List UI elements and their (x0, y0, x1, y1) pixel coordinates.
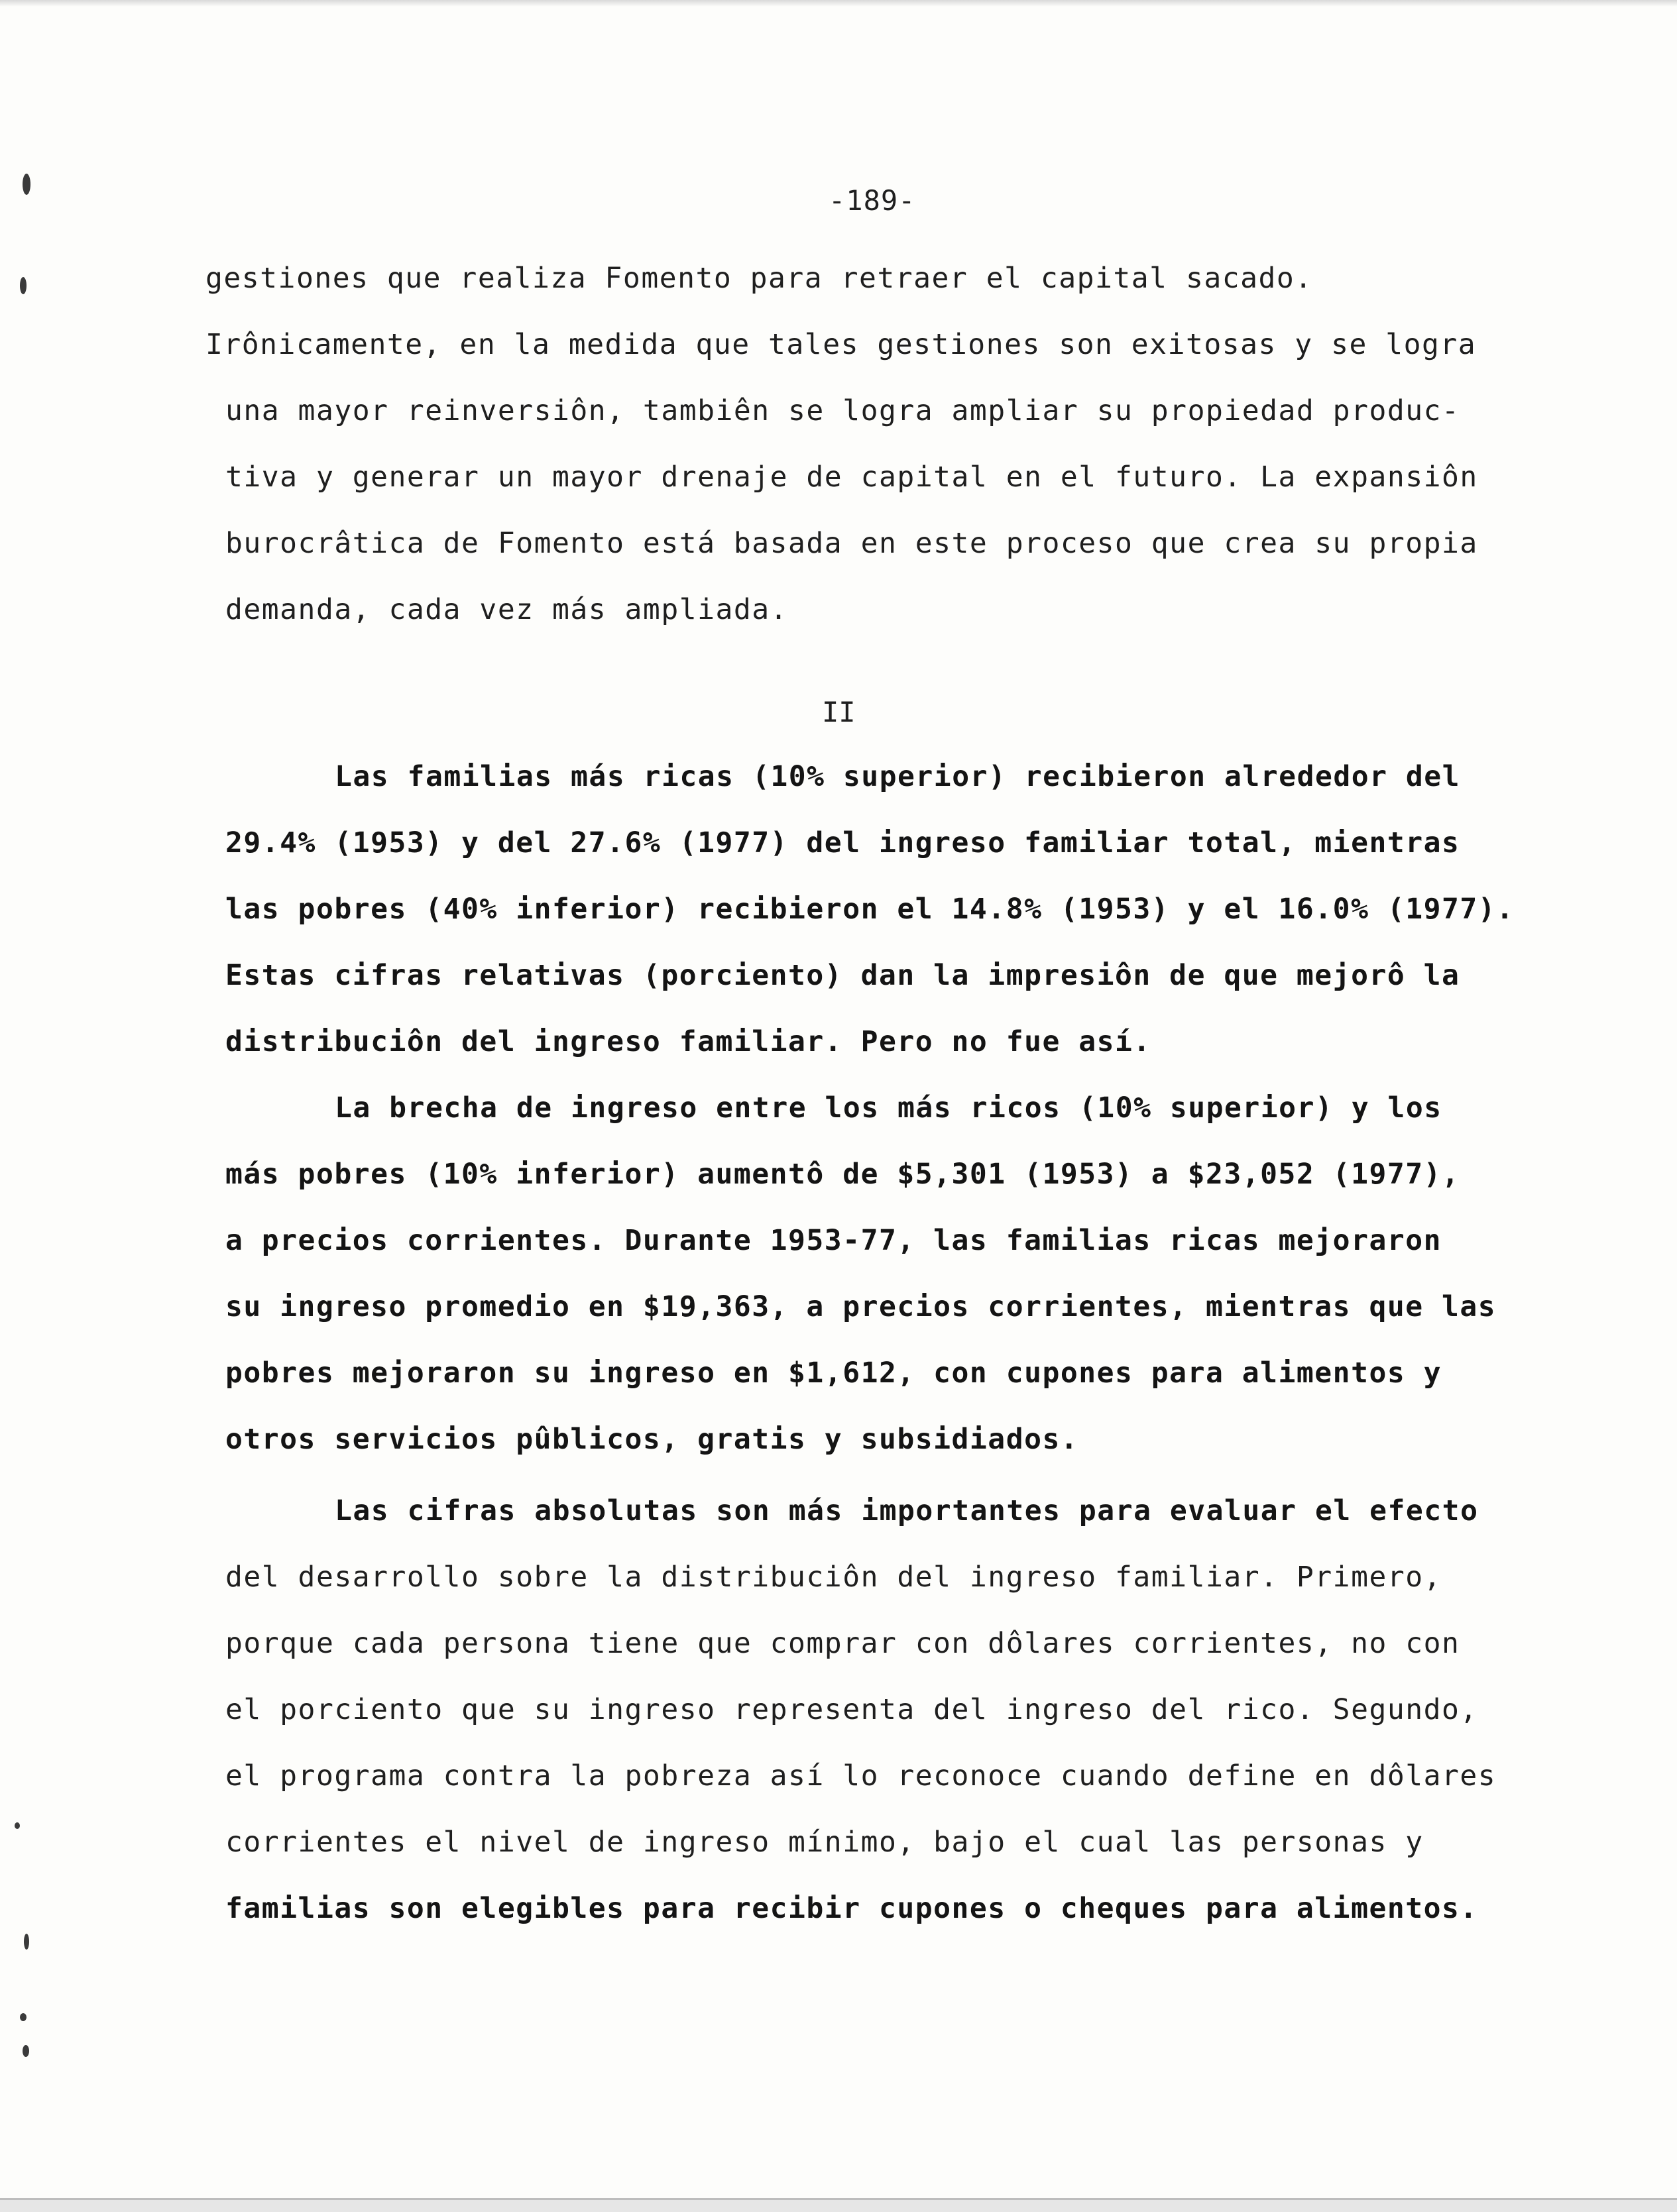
punch-hole-mark (24, 1934, 29, 1950)
text-line: porque cada persona tiene que comprar con dôlares corrientes, no con (225, 1627, 1460, 1660)
text-line: gestiones que realiza Fomento para retraer el capital sacado. (205, 262, 1313, 295)
section-heading: II (822, 696, 856, 728)
text-line: una mayor reinversiôn, tambiên se logra ampliar su propiedad produc- (225, 394, 1460, 427)
scan-bottom-edge (0, 2198, 1677, 2212)
scan-top-edge (0, 0, 1677, 7)
punch-hole-mark (20, 2013, 27, 2021)
punch-hole-mark (15, 1822, 20, 1829)
text-line: distribuciôn del ingreso familiar. Pero no fue así. (225, 1025, 1151, 1058)
text-line: el porciento que su ingreso representa del ingreso del rico. Segundo, (225, 1693, 1478, 1726)
text-line: 29.4% (1953) y del 27.6% (1977) del ingreso familiar total, mientras (225, 826, 1460, 859)
text-line: Estas cifras relativas (porciento) dan la impresiôn de que mejorô la (225, 959, 1460, 992)
punch-hole-mark (23, 2045, 29, 2057)
text-line: otros servicios pûblicos, gratis y subsidiados. (225, 1423, 1079, 1456)
text-line: burocrâtica de Fomento está basada en este proceso que crea su propia (225, 527, 1478, 560)
punch-hole-mark (23, 174, 30, 195)
text-line: su ingreso promedio en $19,363, a precios corrientes, mientras que las (225, 1290, 1497, 1323)
text-line: las pobres (40% inferior) recibieron el 14.8% (1953) y el 16.0% (1977). (225, 893, 1515, 926)
text-line: familias son elegibles para recibir cupones o cheques para alimentos. (225, 1892, 1478, 1925)
text-line: el programa contra la pobreza así lo reconoce cuando define en dôlares (225, 1759, 1497, 1793)
text-line: Irônicamente, en la medida que tales gestiones son exitosas y se logra (205, 328, 1477, 361)
text-line: demanda, cada vez más ampliada. (225, 593, 789, 626)
text-line: del desarrollo sobre la distribuciôn del ingreso familiar. Primero, (225, 1561, 1442, 1594)
text-line: a precios corrientes. Durante 1953-77, las familias ricas mejoraron (225, 1224, 1442, 1257)
text-line: corrientes el nivel de ingreso mínimo, bajo el cual las personas y (225, 1826, 1424, 1859)
punch-hole-mark (20, 277, 27, 294)
text-line: Las cifras absolutas son más importantes para evaluar el efecto (335, 1494, 1479, 1527)
text-line: La brecha de ingreso entre los más ricos (10% superior) y los (335, 1091, 1442, 1125)
page-number: -189- (829, 184, 916, 217)
text-line: tiva y generar un mayor drenaje de capital en el futuro. La expansiôn (225, 461, 1478, 494)
text-line: Las familias más ricas (10% superior) recibieron alrededor del (335, 760, 1461, 793)
text-line: pobres mejoraron su ingreso en $1,612, con cupones para alimentos y (225, 1356, 1442, 1390)
text-line: más pobres (10% inferior) aumentô de $5,301 (1953) a $23,052 (1977), (225, 1158, 1460, 1191)
